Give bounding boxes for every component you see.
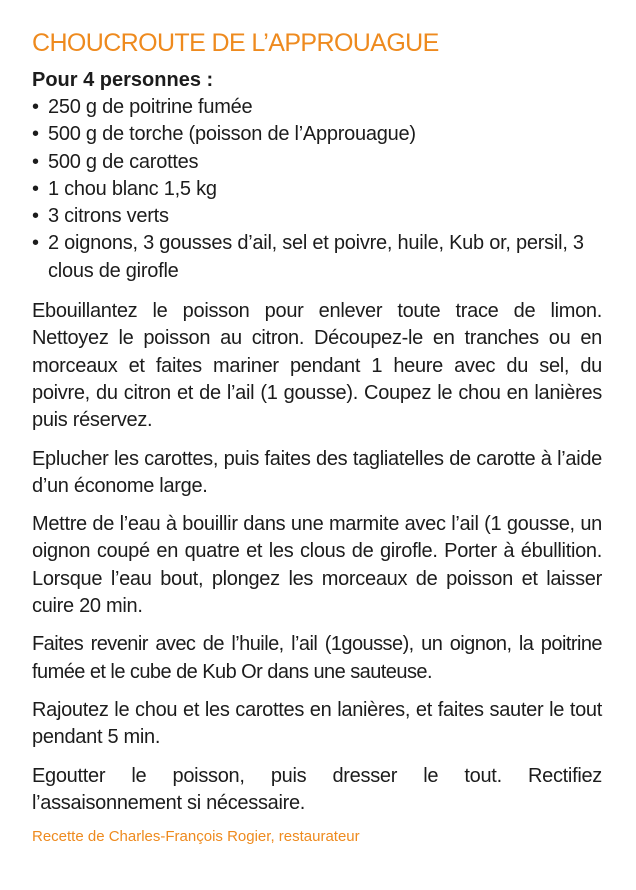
- ingredient-item: • 1 chou blanc 1,5 kg: [32, 176, 602, 203]
- servings-heading: Pour 4 personnes :: [32, 69, 214, 91]
- step-paragraph: Eplucher les carottes, puis faites des tagliatelles de carotte à l’aide d’un économe large.: [32, 447, 602, 497]
- recipe-credit: Recette de Charles-François Rogier, restaurateur: [32, 828, 360, 846]
- ingredient-item: • 2 oignons, 3 gousses d’ail, sel et poivre, huile, Kub or, persil, 3 clous de girofle: [32, 230, 602, 285]
- ingredient-item: • 250 g de poitrine fumée: [32, 94, 602, 121]
- step-paragraph: Rajoutez le chou et les carottes en lanières, et faites sauter le tout pendant 5 min.: [32, 698, 602, 749]
- ingredient-list: [32, 94, 602, 285]
- step-paragraph: Faites revenir avec de l’huile, l’ail (1gousse), un oignon, la poitrine fumée et le cube de Kub Or dans une sauteuse.: [32, 633, 602, 683]
- recipe-page: [32, 28, 602, 847]
- ingredient-item: • 3 citrons verts: [32, 203, 602, 230]
- recipe-title: CHOUCROUTE DE L’APPROUAGUE: [32, 29, 439, 57]
- ingredient-item: • 500 g de carottes: [32, 149, 602, 176]
- step-paragraph: Mettre de l’eau à bouillir dans une marmite avec l’ail (1 gousse, un oignon coupé en quatre et les clous de girofle. Porter à ébullition. Lorsque l’eau bout, plongez les morceaux de poisson et laisser cuire 20 min.: [32, 513, 602, 618]
- ingredient-item: • 500 g de torche (poisson de l’Approuague): [32, 121, 602, 148]
- step-paragraph: Ebouillantez le poisson pour enlever toute trace de limon. Nettoyez le poisson au citron. Découpez-le en tranches ou en morceaux et faites mariner pendant 1 heure avec du sel, du poivre, du citron et de l’ail (1 gousse). Coupez le chou en lanières puis réservez.: [32, 300, 602, 432]
- step-paragraph: Egoutter le poisson, puis dresser le tout. Rectifiez l’assaisonnement si nécessaire.: [32, 764, 602, 814]
